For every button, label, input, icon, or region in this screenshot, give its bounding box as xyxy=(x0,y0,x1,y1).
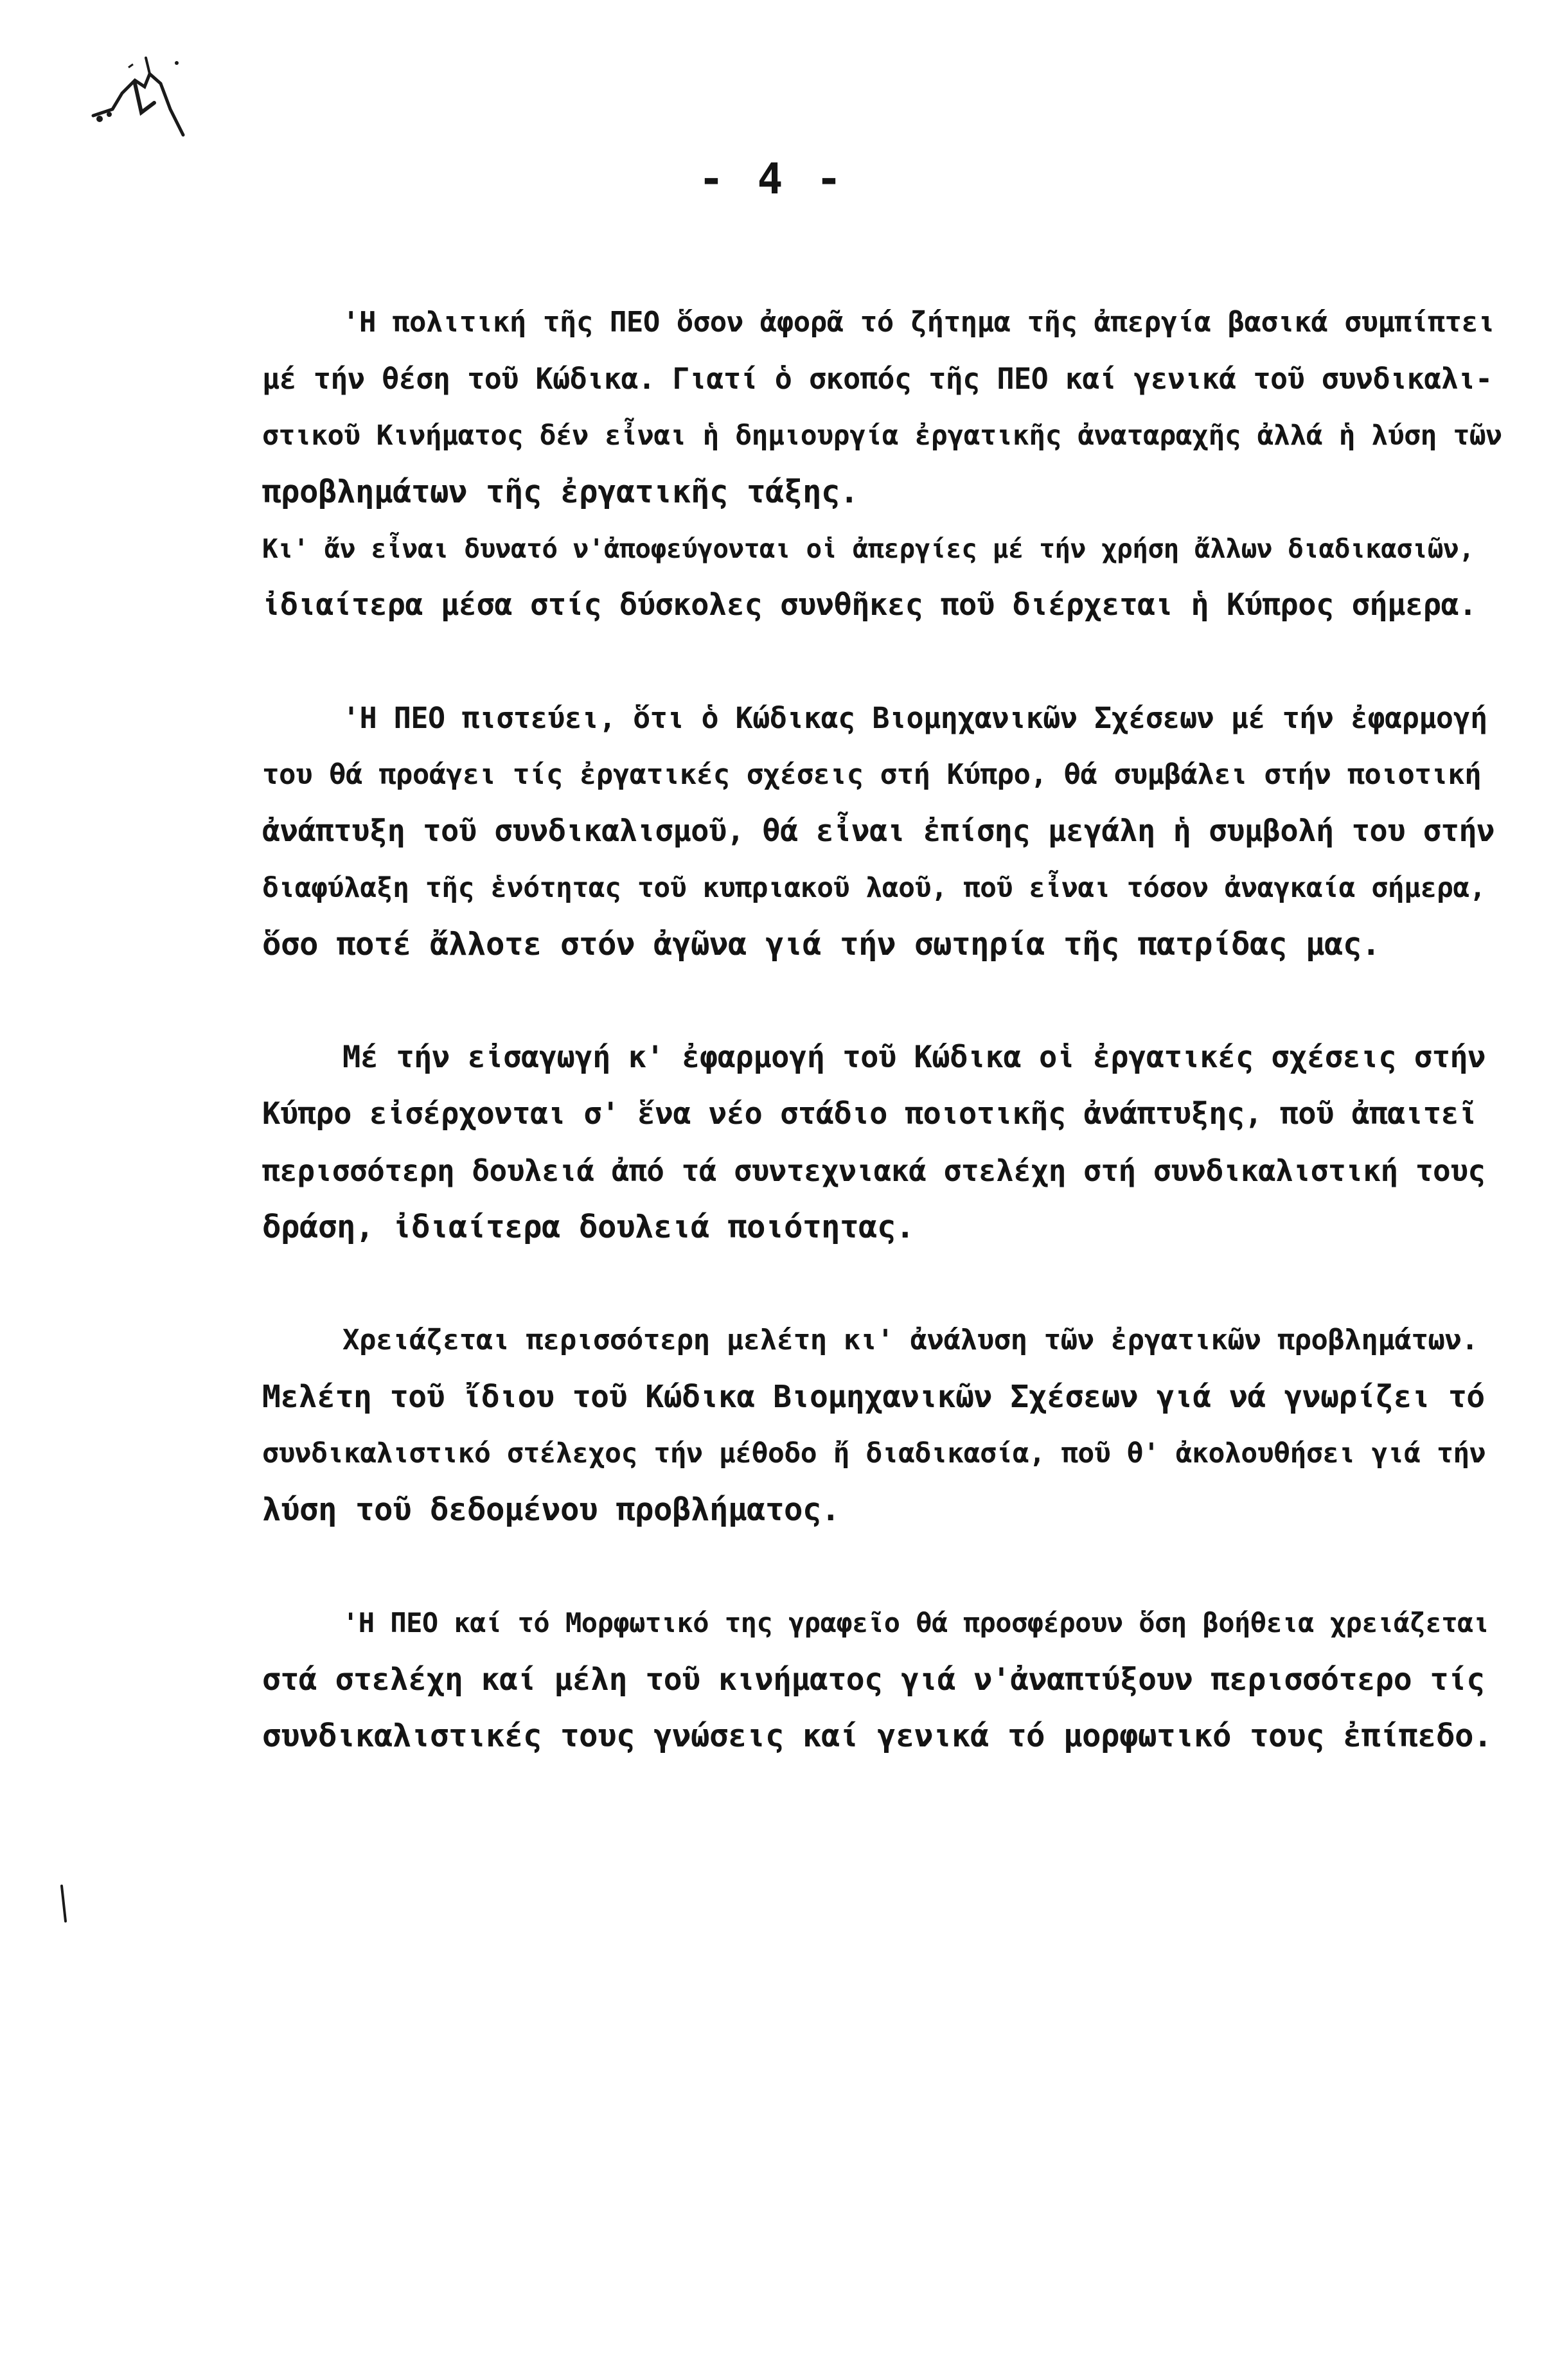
text-line: Μελέτη τοῦ ἴδιου τοῦ Κώδικα Βιομηχανικῶν Σχέσεων γιά νά γνωρίζει τό xyxy=(262,1379,1485,1415)
paragraph-2 xyxy=(262,690,1502,973)
text-line: συνδικαλιστικό στέλεχος τήν μέθοδο ἤ διαδικασία, ποῦ θ' ἀκολουθήσει γιά τήν xyxy=(262,1437,1486,1470)
text-line: Χρειάζεται περισσότερη μελέτη κι' ἀνάλυση τῶν ἐργατικῶν προβλημάτων. xyxy=(342,1324,1478,1356)
text-line: ἰδιαίτερα μέσα στίς δύσκολες συνθῆκες ποῦ διέρχεται ἡ Κύπρος σήμερα. xyxy=(262,587,1477,623)
paragraph-4 xyxy=(262,1312,1502,1538)
text-line: μέ τήν θέση τοῦ Κώδικα. Γιατί ὁ σκοπός τῆς ΠΕΟ καί γενικά τοῦ συνδικαλι- xyxy=(262,362,1493,396)
paragraph-5 xyxy=(262,1595,1502,1764)
text-line: Κι' ἄν εἶναι δυνατό ν'ἀποφεύγονται οἱ ἀπεργίες μέ τήν χρήση ἄλλων διαδικασιῶν, xyxy=(262,533,1475,564)
paragraph-1 xyxy=(262,294,1502,634)
stray-mark-icon xyxy=(57,1883,76,1928)
text-line: του θά προάγει τίς ἐργατικές σχέσεις στή Κύπρο, θά συμβάλει στήν ποιοτική xyxy=(262,758,1482,791)
text-line: 'Η πολιτική τῆς ΠΕΟ ὅσον ἀφορᾶ τό ζήτημα τῆς ἀπεργία βασικά συμπίπτει xyxy=(342,306,1495,339)
text-line: ὅσο ποτέ ἄλλοτε στόν ἀγῶνα γιά τήν σωτηρία τῆς πατρίδας μας. xyxy=(262,926,1381,963)
text-line: λύση τοῦ δεδομένου προβλήματος. xyxy=(262,1491,840,1528)
text-line: στά στελέχη καί μέλη τοῦ κινήματος γιά ν'ἀναπτύξουν περισσότερο τίς xyxy=(262,1662,1485,1698)
body-text xyxy=(262,294,1502,1821)
text-line: δράση, ἰδιαίτερα δουλειά ποιότητας. xyxy=(262,1209,915,1245)
handwritten-mark-icon xyxy=(74,39,202,167)
text-line: περισσότερη δουλειά ἀπό τά συντεχνιακά στελέχη στή συνδικαλιστική τους xyxy=(262,1153,1486,1188)
text-line: 'Η ΠΕΟ καί τό Μορφωτικό της γραφεῖο θά προσφέρουν ὅση βοήθεια χρειάζεται xyxy=(342,1607,1489,1638)
text-line: στικοῦ Κινήματος δέν εἶναι ἡ δημιουργία ἐργατικῆς ἀναταραχῆς ἀλλά ἡ λύση τῶν xyxy=(262,420,1502,452)
paragraph-3 xyxy=(262,1029,1502,1256)
text-line: 'Η ΠΕΟ πιστεύει, ὅτι ὁ Κώδικας Βιομηχανικῶν Σχέσεων μέ τήν ἐφαρμογή xyxy=(342,701,1487,735)
text-line: διαφύλαξη τῆς ἑνότητας τοῦ κυπριακοῦ λαοῦ, ποῦ εἶναι τόσον ἀναγκαία σήμερα, xyxy=(262,872,1486,904)
text-line: Κύπρο εἰσέρχονται σ' ἕνα νέο στάδιο ποιοτικῆς ἀνάπτυξης, ποῦ ἀπαιτεῖ xyxy=(262,1096,1477,1132)
text-line: συνδικαλιστικές τους γνώσεις καί γενικά τό μορφωτικό τους ἐπίπεδο. xyxy=(262,1718,1493,1754)
text-line: Μέ τήν εἰσαγωγή κ' ἐφαρμογή τοῦ Κώδικα οἱ ἐργατικές σχέσεις στήν xyxy=(342,1040,1486,1075)
text-line: ἀνάπτυξη τοῦ συνδικαλισμοῦ, θά εἶναι ἐπίσης μεγάλη ἡ συμβολή του στήν xyxy=(262,813,1495,849)
page-number: - 4 - xyxy=(698,154,846,204)
text-line: προβλημάτων τῆς ἐργατικῆς τάξης. xyxy=(262,474,859,510)
